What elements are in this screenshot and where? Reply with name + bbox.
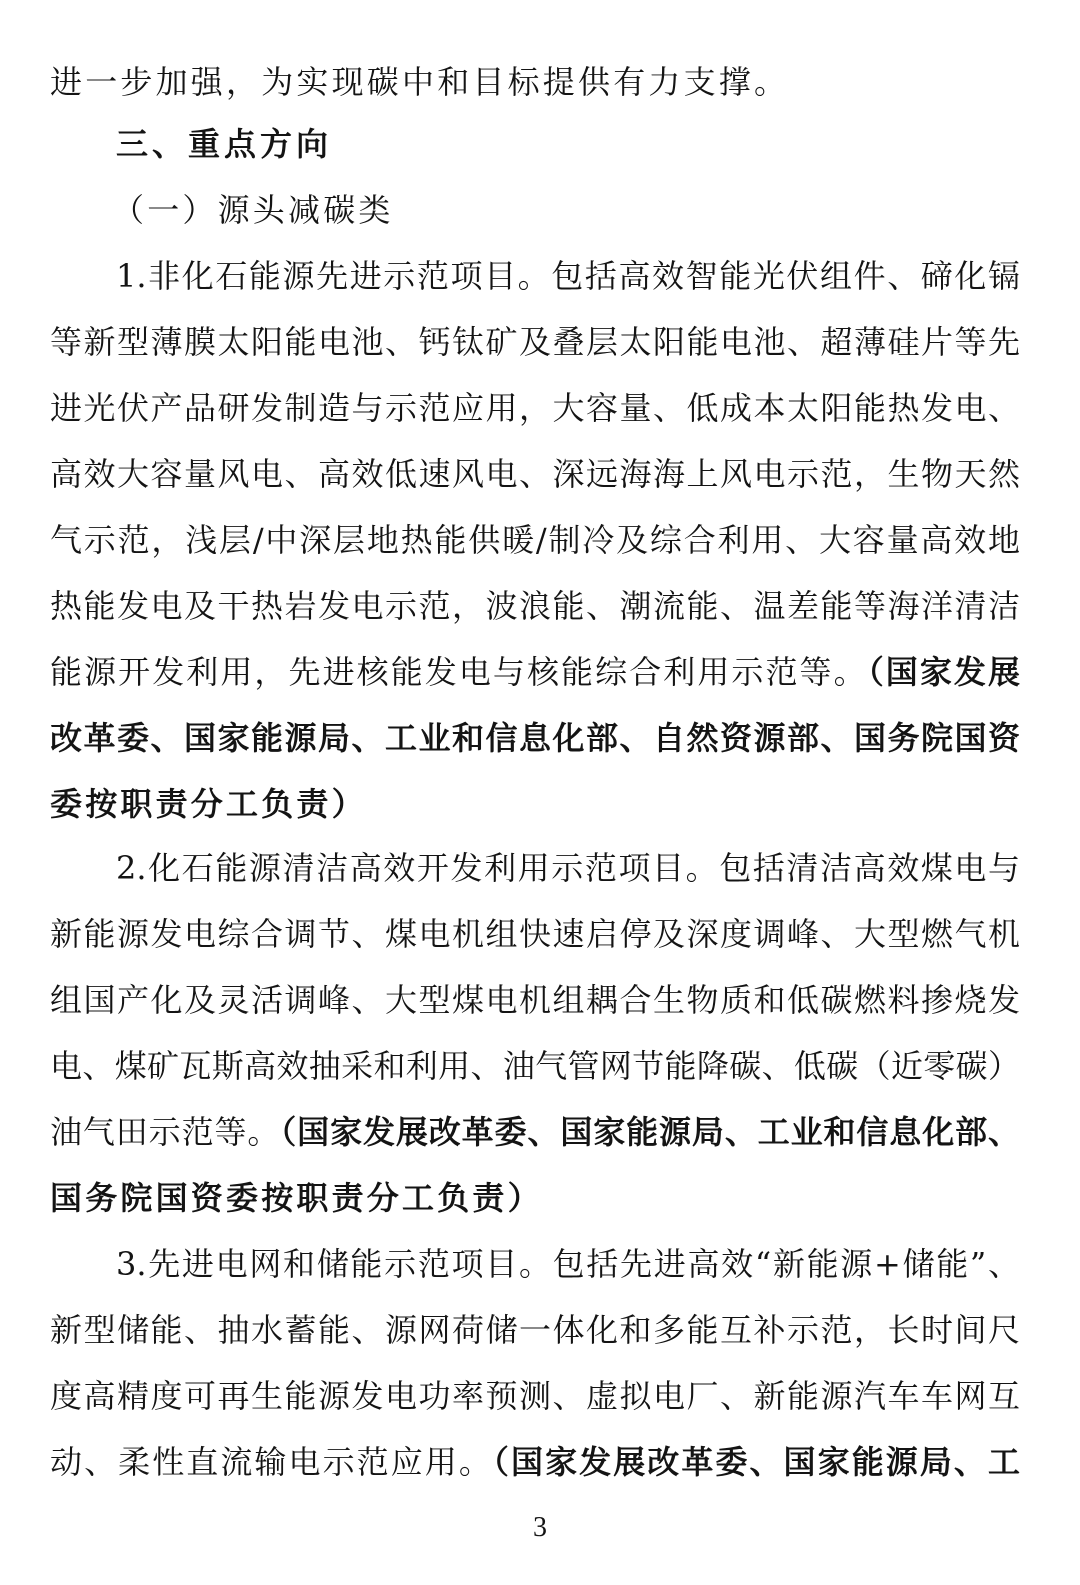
item1-line: 热能发电及干热岩发电示范，波浪能、潮流能、温差能等海洋清洁 <box>50 587 1020 625</box>
item1-line: 1.非化石能源先进示范项目。包括高效智能光伏组件、碲化镉 <box>116 257 1020 295</box>
page-number: 3 <box>533 1512 547 1543</box>
item3-line-mixed <box>50 1440 1020 1484</box>
item2-responsibility: （国家发展改革委、国家能源局、工业和信息化部、 <box>280 1113 1020 1151</box>
item1-line-mixed <box>50 650 1020 694</box>
item2-line-mixed <box>50 1110 1020 1154</box>
item3-line: 度高精度可再生能源发电功率预测、虚拟电厂、新能源汽车车网互 <box>50 1377 1020 1415</box>
item3-responsibility: （国家发展改革委、国家能源局、工 <box>492 1443 1020 1481</box>
item1-line: 高效大容量风电、高效低速风电、深远海海上风电示范，生物天然 <box>50 455 1020 493</box>
item2-responsibility: 国务院国资委按职责分工负责） <box>50 1179 543 1217</box>
item1-line: 气示范，浅层/中深层地热能供暖/制冷及综合利用、大容量高效地 <box>50 521 1020 559</box>
subsection-heading: （一）源头减碳类 <box>112 191 394 229</box>
item2-line: 2.化石能源清洁高效开发利用示范项目。包括清洁高效煤电与 <box>116 849 1020 887</box>
item1-responsibility: 改革委、国家能源局、工业和信息化部、自然资源部、国务院国资 <box>50 719 1020 757</box>
item2-line: 电、煤矿瓦斯高效抽采和利用、油气管网节能降碳、低碳（近零碳） <box>50 1047 1020 1085</box>
item2-line: 组国产化及灵活调峰、大型煤电机组耦合生物质和低碳燃料掺烧发 <box>50 981 1020 1019</box>
section-heading: 三、重点方向 <box>116 125 333 163</box>
item2-line: 新能源发电综合调节、煤电机组快速启停及深度调峰、大型燃气机 <box>50 915 1020 953</box>
item2-line5-text: 油气田示范等。 <box>50 1113 281 1151</box>
item1-responsibility: 委按职责分工负责） <box>50 785 367 823</box>
item1-responsibility: （国家发展 <box>867 653 1020 691</box>
item1-line: 进光伏产品研发制造与示范应用，大容量、低成本太阳能热发电、 <box>50 389 1020 427</box>
item3-line: 新型储能、抽水蓄能、源网荷储一体化和多能互补示范，长时间尺 <box>50 1311 1020 1349</box>
item1-line: 等新型薄膜太阳能电池、钙钛矿及叠层太阳能电池、超薄硅片等先 <box>50 323 1020 361</box>
item1-line7-text: 能源开发利用，先进核能发电与核能综合利用示范等。 <box>50 653 868 691</box>
item3-line4-text: 动、柔性直流输电示范应用。 <box>50 1443 493 1481</box>
intro-tail-line: 进一步加强，为实现碳中和目标提供有力支撑。 <box>50 63 790 101</box>
item3-line: 3.先进电网和储能示范项目。包括先进高效“新能源+储能”、 <box>116 1245 1020 1283</box>
